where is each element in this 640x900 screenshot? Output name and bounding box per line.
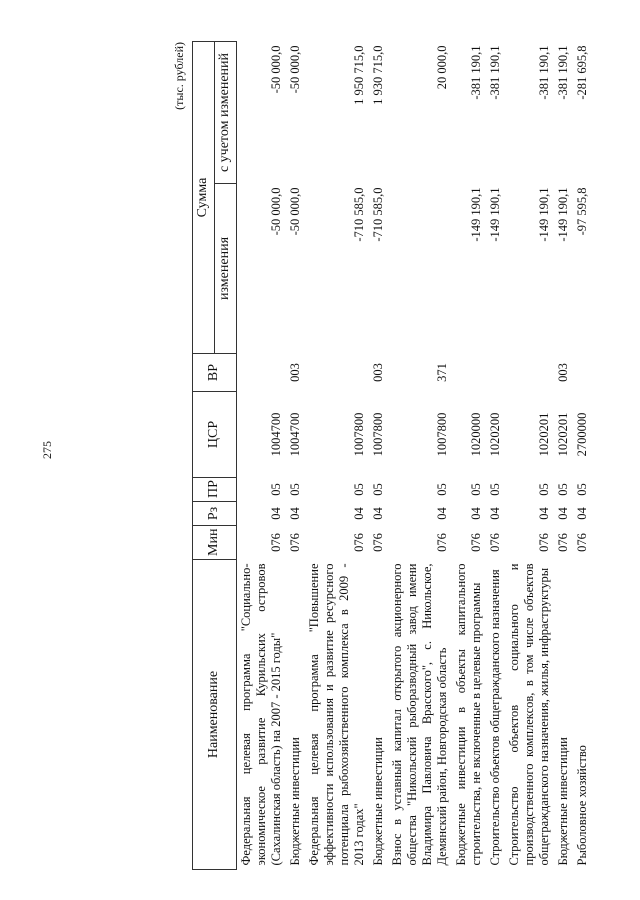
header-min: Мин: [193, 526, 237, 560]
row-csr: 1007800: [351, 412, 366, 457]
row-min: 076: [468, 533, 483, 552]
row-rz: 04: [555, 507, 570, 520]
row-pr: 05: [287, 483, 302, 496]
row-change: -710 585,0: [351, 187, 366, 242]
row-csr: 1007800: [370, 412, 385, 457]
row-total: -50 000,0: [268, 45, 283, 94]
table-row: [369, 42, 388, 870]
row-pr: 05: [468, 483, 483, 496]
page-number: 275: [40, 441, 54, 459]
row-vr: [305, 354, 369, 392]
row-change: -97 595,8: [574, 187, 589, 236]
row-min: 076: [351, 533, 366, 552]
row-total: -50 000,0: [287, 45, 302, 94]
row-name: Федеральная целевая программа "Повышение эффективности использования и развитие ресурсного потенциала рыбохозяйственного комплекса в 2009 - 2013 годах": [306, 563, 366, 866]
budget-table: [192, 41, 592, 870]
table-row: [573, 42, 592, 870]
row-csr: 1020000: [468, 412, 483, 457]
row-change: -149 190,1: [468, 187, 483, 242]
row-csr: 1020201: [536, 412, 551, 457]
table-row: [486, 42, 505, 870]
header-with-change: с учетом изменений: [214, 42, 236, 184]
row-name: Бюджетные инвестиции в объекты капитального строительства, не включенные в целевые программы: [453, 563, 483, 866]
row-name: Бюджетные инвестиции: [370, 737, 385, 866]
row-total: -381 190,1: [555, 45, 570, 100]
header-rz: Рз: [193, 502, 237, 526]
row-csr: 2700000: [574, 412, 589, 457]
row-total: 1 950 715,0: [351, 45, 366, 105]
row-min: 076: [536, 533, 551, 552]
table-header-row: [193, 42, 215, 870]
row-rz: 04: [536, 507, 551, 520]
row-min: 076: [574, 533, 589, 552]
table-row: [554, 42, 573, 870]
header-change: изменения: [214, 184, 236, 354]
row-rz: 04: [370, 507, 385, 520]
table-row: [452, 42, 486, 870]
row-name: Федеральная целевая программа "Социально-экономическое развитие Курильских островов (Сахалинская область) на 2007 - 2015 годы": [238, 563, 283, 866]
row-total: -381 190,1: [468, 45, 483, 100]
row-pr: 05: [574, 483, 589, 496]
row-csr: 1004700: [268, 412, 283, 457]
table-row: [388, 42, 452, 870]
row-vr: 003: [287, 363, 302, 382]
row-pr: 05: [536, 483, 551, 496]
row-min: 076: [287, 533, 302, 552]
row-rz: 04: [468, 507, 483, 520]
row-min: 076: [268, 533, 283, 552]
row-pr: 05: [351, 483, 366, 496]
table-row: [305, 42, 369, 870]
row-pr: 05: [268, 483, 283, 496]
row-vr: [452, 354, 486, 392]
row-min: 076: [370, 533, 385, 552]
units-note: (тыс. рублей): [172, 42, 186, 110]
row-name: Бюджетные инвестиции: [287, 737, 302, 866]
row-total: -381 190,1: [487, 45, 502, 100]
row-name: Строительство объектов общегражданского назначения: [487, 569, 502, 866]
row-name: Бюджетные инвестиции: [555, 737, 570, 866]
row-change: -50 000,0: [268, 187, 283, 236]
row-csr: 1004700: [287, 412, 302, 457]
row-vr: 003: [370, 363, 385, 382]
header-csr: ЦСР: [193, 392, 237, 478]
row-rz: 04: [287, 507, 302, 520]
row-pr: 05: [487, 483, 502, 496]
row-name: Строительство объектов социального и производственного комплексов, в том числе объектов общегражданского назначения, жилья, инфраструктуры: [506, 563, 551, 866]
header-name: Наименование: [193, 560, 237, 870]
row-rz: 04: [268, 507, 283, 520]
row-change: [388, 184, 452, 354]
header-sum: Сумма: [193, 42, 215, 354]
row-total: -281 695,8: [574, 45, 589, 100]
row-rz: 04: [574, 507, 589, 520]
row-min: 076: [487, 533, 502, 552]
row-min: 076: [555, 533, 570, 552]
row-change: -149 190,1: [536, 187, 551, 242]
row-vr: [486, 354, 505, 392]
row-min: 076: [434, 533, 449, 552]
row-change: -50 000,0: [287, 187, 302, 236]
row-vr: 371: [434, 363, 449, 382]
header-vr: ВР: [193, 354, 237, 392]
row-pr: 05: [370, 483, 385, 496]
table-row: [236, 42, 286, 870]
row-vr: [236, 354, 286, 392]
row-total: 20 000,0: [434, 45, 449, 90]
row-csr: 1020201: [555, 412, 570, 457]
row-total: -381 190,1: [536, 45, 551, 100]
row-csr: 1007800: [434, 412, 449, 457]
row-change: -149 190,1: [487, 187, 502, 242]
header-pr: ПР: [193, 478, 237, 502]
row-vr: 003: [555, 363, 570, 382]
row-rz: 04: [487, 507, 502, 520]
row-csr: 1020200: [487, 412, 502, 457]
table-row: [286, 42, 305, 870]
row-change: -149 190,1: [555, 187, 570, 242]
row-rz: 04: [351, 507, 366, 520]
row-pr: 05: [434, 483, 449, 496]
row-vr: [573, 354, 592, 392]
table-body: [236, 42, 592, 870]
row-rz: 04: [434, 507, 449, 520]
row-change: -710 585,0: [370, 187, 385, 242]
row-pr: 05: [555, 483, 570, 496]
row-name: Рыболовное хозяйство: [574, 745, 589, 866]
budget-table-sheet: [170, 40, 630, 870]
row-vr: [505, 354, 554, 392]
row-name: Взнос в уставный капитал открытого акционерного общества "Никольский рыборазводный завод имени Владимира Павловича Врасского", с. Никольское, Демянский район, Новгородская область: [389, 563, 449, 866]
row-total: 1 930 715,0: [370, 45, 385, 105]
table-row: [505, 42, 554, 870]
